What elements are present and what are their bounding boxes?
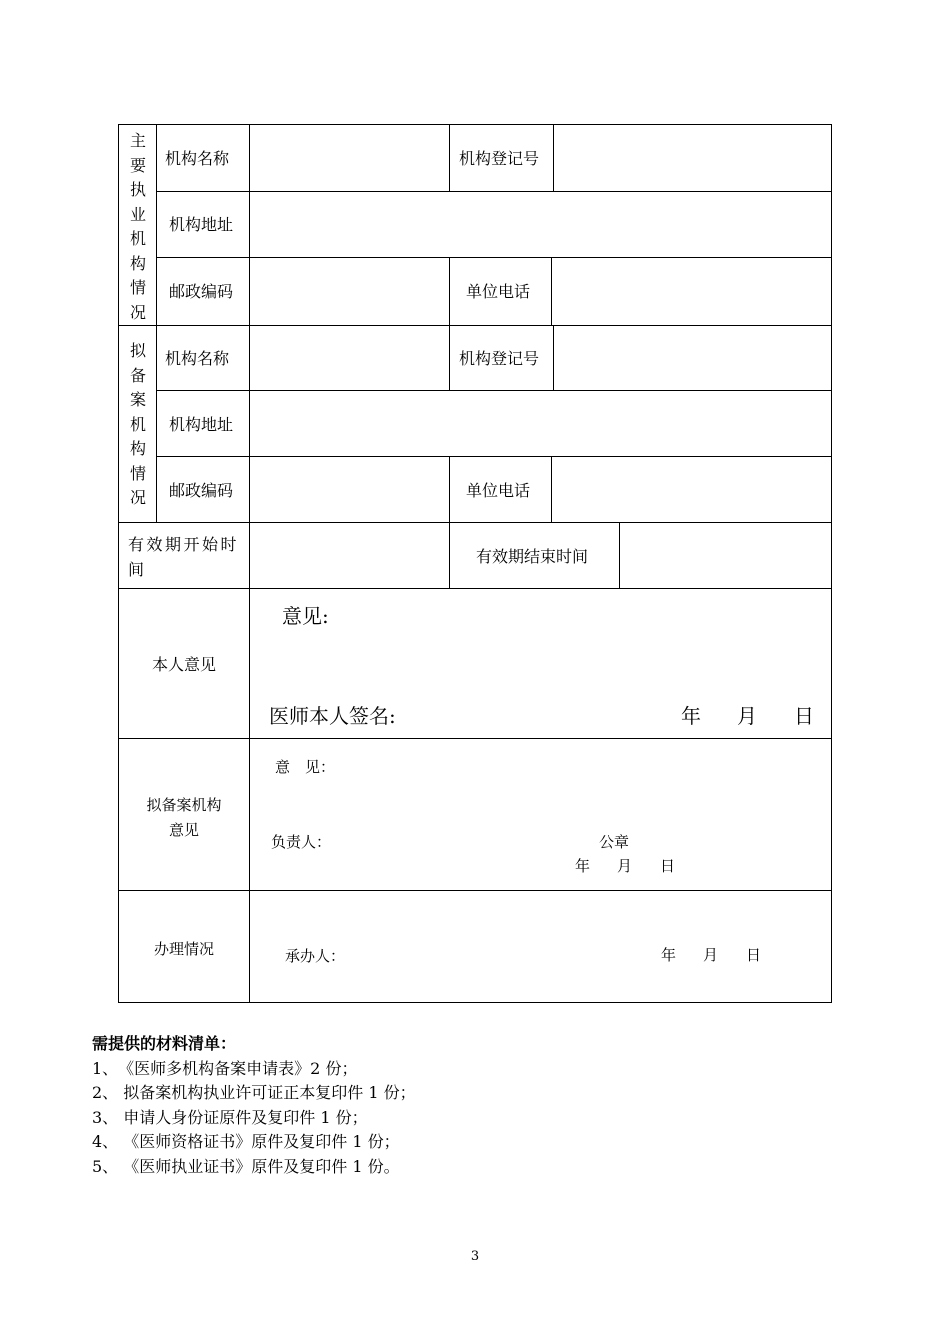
proposed-institution-postal-label: 邮政编码 xyxy=(169,481,234,500)
main-institution-name-field[interactable] xyxy=(250,125,449,191)
institution-opinion-day: 日 xyxy=(660,857,676,875)
list-item: 5、 《医师执业证书》原件及复印件 1 份。 xyxy=(92,1156,400,1176)
personal-opinion-prefix: 意见: xyxy=(282,604,329,628)
materials-list xyxy=(92,1032,416,1179)
vertical-char: 情 xyxy=(129,278,146,297)
proposed-institution-name-label: 机构名称 xyxy=(165,349,230,368)
handler-label: 承办人： xyxy=(285,947,346,965)
application-form-table xyxy=(118,124,832,1003)
processing-field[interactable] xyxy=(250,891,832,1003)
list-item: 2、 拟备案机构执业许可证正本复印件 1 份； xyxy=(92,1083,416,1102)
vertical-char: 业 xyxy=(129,204,146,224)
institution-opinion-year: 年 xyxy=(575,857,591,875)
main-institution-reg-label: 机构登记号 xyxy=(459,149,540,168)
column-divider xyxy=(449,456,450,522)
doctor-signature-label: 医师本人签名: xyxy=(269,704,396,728)
vertical-char: 案 xyxy=(129,390,146,409)
main-institution-address-field[interactable] xyxy=(250,192,832,257)
vertical-char: 执 xyxy=(129,180,146,199)
column-divider xyxy=(449,257,450,325)
institution-opinion-month: 月 xyxy=(617,857,633,875)
processing-year: 年 xyxy=(661,946,677,964)
vertical-char: 拟 xyxy=(129,341,146,360)
proposed-institution-address-label: 机构地址 xyxy=(169,415,234,434)
proposed-institution-reg-label: 机构登记号 xyxy=(459,349,540,368)
personal-opinion-day: 日 xyxy=(794,704,814,728)
main-institution-phone-field[interactable] xyxy=(552,258,832,325)
responsible-person-label: 负责人： xyxy=(271,833,332,851)
main-institution-name-label: 机构名称 xyxy=(165,149,230,168)
main-institution-section-label xyxy=(127,129,149,325)
institution-opinion-prefix: 意 见： xyxy=(275,758,336,776)
proposed-institution-phone-label: 单位电话 xyxy=(466,481,531,500)
vertical-char: 情 xyxy=(129,463,146,483)
main-institution-reg-field[interactable] xyxy=(554,125,832,191)
list-item: 4、 《医师资格证书》原件及复印件 1 份； xyxy=(92,1132,400,1151)
personal-opinion-year: 年 xyxy=(681,704,701,728)
validity-start-label: 有效期开始时 xyxy=(128,535,240,554)
validity-start-label-cont: 间 xyxy=(128,560,145,579)
proposed-institution-reg-field[interactable] xyxy=(554,326,832,390)
personal-opinion-label: 本人意见 xyxy=(151,655,216,674)
vertical-char: 构 xyxy=(129,439,146,458)
main-institution-postal-field[interactable] xyxy=(250,258,449,325)
validity-end-label: 有效期结束时间 xyxy=(476,547,589,566)
main-institution-postal-label: 邮政编码 xyxy=(169,282,234,301)
column-divider xyxy=(449,125,450,191)
page-number: 3 xyxy=(470,1249,480,1264)
vertical-char: 况 xyxy=(129,488,146,507)
column-divider xyxy=(156,125,157,522)
validity-start-field[interactable] xyxy=(250,523,449,588)
official-seal-label: 公章 xyxy=(599,833,630,851)
vertical-char: 备 xyxy=(129,365,146,385)
list-item: 3、 申请人身份证原件及复印件 1 份； xyxy=(92,1107,368,1127)
proposed-institution-phone-field[interactable] xyxy=(552,457,832,522)
main-institution-address-label: 机构地址 xyxy=(169,215,234,234)
main-institution-phone-label: 单位电话 xyxy=(466,282,531,301)
institution-opinion-label: 拟备案机构 xyxy=(146,796,222,814)
vertical-char: 主 xyxy=(129,131,146,150)
proposed-institution-postal-field[interactable] xyxy=(250,457,449,522)
materials-title: 需提供的材料清单： xyxy=(92,1034,237,1053)
processing-label: 办理情况 xyxy=(153,940,214,958)
proposed-institution-section-label xyxy=(127,339,149,511)
vertical-char: 构 xyxy=(129,253,146,273)
list-item: 1、 《医师多机构备案申请表》2 份； xyxy=(92,1058,358,1078)
validity-end-field[interactable] xyxy=(620,523,832,588)
proposed-institution-address-field[interactable] xyxy=(250,391,832,456)
personal-opinion-month: 月 xyxy=(737,704,757,728)
vertical-char: 机 xyxy=(129,414,146,434)
institution-opinion-label-cont: 意见 xyxy=(168,821,199,839)
personal-opinion-field[interactable] xyxy=(250,589,832,738)
column-divider xyxy=(449,325,450,390)
vertical-char: 机 xyxy=(129,229,146,248)
processing-day: 日 xyxy=(746,946,762,964)
institution-opinion-field[interactable] xyxy=(250,739,832,890)
column-divider xyxy=(449,522,450,588)
processing-month: 月 xyxy=(703,946,719,964)
vertical-char: 况 xyxy=(129,302,146,322)
vertical-char: 要 xyxy=(129,155,146,175)
proposed-institution-name-field[interactable] xyxy=(250,326,449,390)
